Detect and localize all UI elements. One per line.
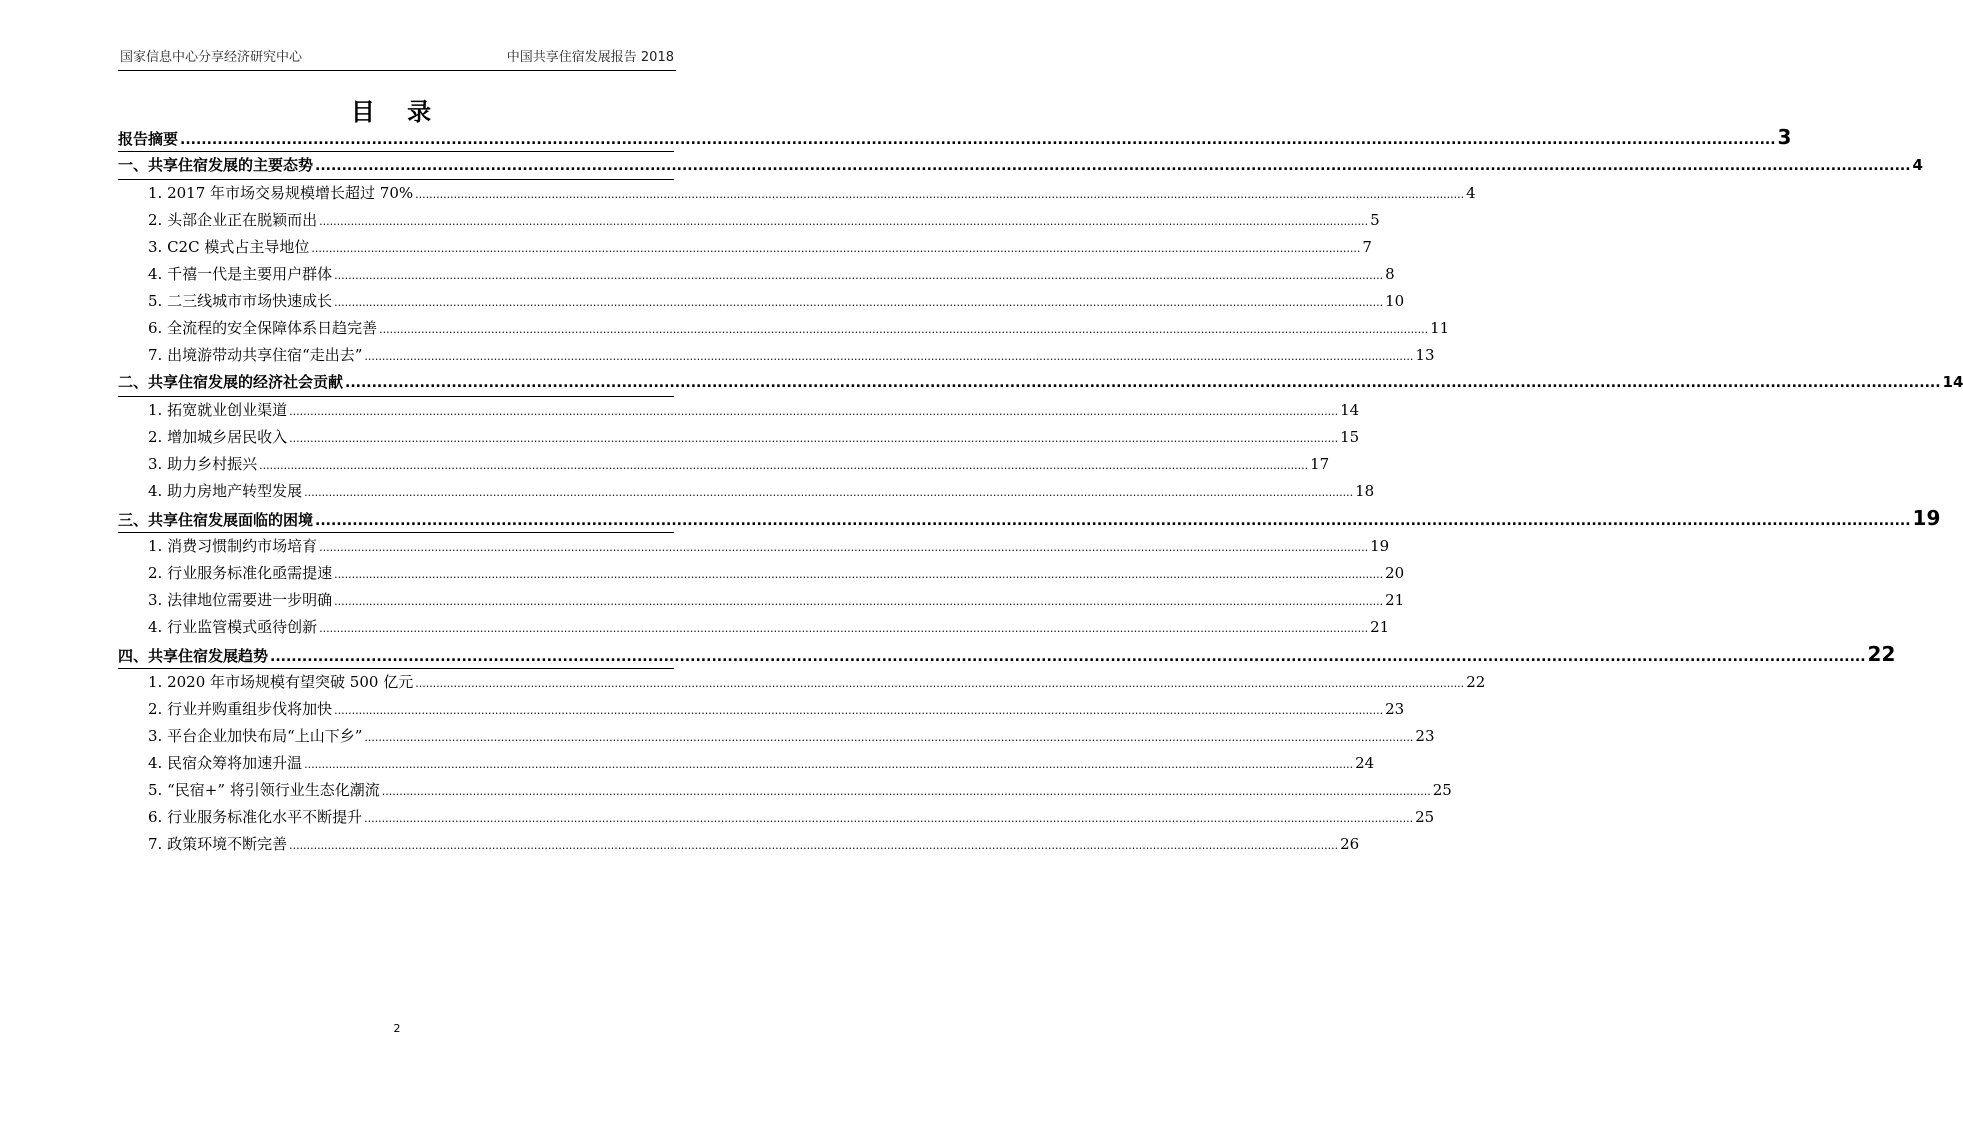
toc-dot-leader: ............................................................................................................................................................................................................................................................................................................ (319, 622, 1369, 635)
toc-dot-leader: ............................................................................................................................................................................................................................................................................................................ (289, 405, 1339, 418)
toc-section-entry[interactable] (118, 451, 1330, 478)
toc-entry-page: 22 (1466, 673, 1486, 691)
toc-dot-leader: ............................................................................................................................................................................................................................................................................................................ (334, 568, 1384, 581)
toc-title: 目 录 (350, 98, 444, 126)
toc-entry-label: 3. C2C 模式占主导地位 (148, 238, 310, 256)
toc-dot-leader: ............................................................................................................................................................................................................................................................................................................ (319, 541, 1369, 554)
toc-dot-leader: ............................................................................................................................................................................................................................................................................................................ (334, 704, 1384, 717)
toc-entry-label: 1. 拓宽就业创业渠道 (148, 401, 288, 419)
toc-dot-leader: ............................................................................................................................................................................................................................................................................................................ (345, 375, 1941, 391)
toc-chapter-entry[interactable] (118, 369, 1963, 397)
toc-entry-label: 1. 2017 年市场交易规模增长超过 70% (148, 184, 414, 202)
toc-dot-leader: ............................................................................................................................................................................................................................................................................................................ (259, 459, 1309, 472)
toc-dot-leader: ............................................................................................................................................................................................................................................................................................................ (180, 132, 1776, 148)
toc-entry-page: 22 (1867, 642, 1896, 666)
toc-dot-leader: ............................................................................................................................................................................................................................................................................................................ (289, 432, 1339, 445)
toc-entry-label: 1. 2020 年市场规模有望突破 500 亿元 (148, 673, 414, 691)
toc-entry-label: 二、共享住宿发展的经济社会贡献 (118, 373, 344, 391)
toc-section-entry[interactable] (118, 261, 1395, 288)
toc-section-entry[interactable] (118, 533, 1390, 560)
toc-entry-label: 3. 助力乡村振兴 (148, 455, 258, 473)
toc-entry-label: 3. 平台企业加快布局“上山下乡” (148, 727, 363, 745)
toc-section-entry[interactable] (118, 397, 1360, 424)
toc-entry-page: 13 (1415, 346, 1435, 364)
toc-section-entry[interactable] (118, 669, 1486, 696)
toc-section-entry[interactable] (118, 288, 1405, 315)
toc-entry-page: 4 (1912, 156, 1923, 174)
toc-chapter-entry[interactable] (118, 641, 1896, 669)
page-number: 2 (393, 1022, 401, 1035)
toc-dot-leader: ............................................................................................................................................................................................................................................................................................................ (289, 839, 1339, 852)
toc-chapter-entry[interactable] (118, 505, 1941, 533)
toc-chapter-entry[interactable] (118, 152, 1923, 180)
toc-section-entry[interactable] (118, 723, 1435, 750)
toc-entry-page: 24 (1355, 754, 1375, 772)
toc-entry-page: 10 (1385, 292, 1405, 310)
toc-dot-leader: ............................................................................................................................................................................................................................................................................................................ (304, 486, 1354, 499)
toc-entry-page: 11 (1430, 319, 1450, 337)
toc-entry-page: 23 (1385, 700, 1405, 718)
toc-entry-label: 一、共享住宿发展的主要态势 (118, 156, 314, 174)
toc-dot-leader: ............................................................................................................................................................................................................................................................................................................ (319, 215, 1369, 228)
toc-entry-page: 21 (1385, 591, 1405, 609)
page-header-right: 中国共享住宿发展报告 2018 (506, 50, 674, 65)
toc-section-entry[interactable] (118, 614, 1390, 641)
toc-dot-leader: ............................................................................................................................................................................................................................................................................................................ (334, 296, 1384, 309)
toc-section-entry[interactable] (118, 696, 1405, 723)
toc-chapter-entry[interactable] (118, 124, 1792, 152)
toc-entry-page: 19 (1370, 537, 1390, 555)
toc-entry-page: 23 (1415, 727, 1435, 745)
toc-section-entry[interactable] (118, 342, 1435, 369)
toc-dot-leader: ............................................................................................................................................................................................................................................................................................................ (315, 158, 1911, 174)
toc-section-entry[interactable] (118, 315, 1450, 342)
toc-entry-page: 4 (1466, 184, 1476, 202)
toc-entry-label: 4. 民宿众筹将加速升温 (148, 754, 303, 772)
toc-section-entry[interactable] (118, 424, 1360, 451)
toc-entry-page: 5 (1370, 211, 1380, 229)
toc-entry-label: 4. 行业监管模式亟待创新 (148, 618, 318, 636)
toc-entry-label: 3. 法律地位需要进一步明确 (148, 591, 333, 609)
toc-dot-leader: ............................................................................................................................................................................................................................................................................................................ (379, 323, 1429, 336)
toc-dot-leader: ............................................................................................................................................................................................................................................................................................................ (334, 269, 1384, 282)
toc-entry-page: 8 (1385, 265, 1395, 283)
toc-dot-leader: ............................................................................................................................................................................................................................................................................................................ (334, 595, 1384, 608)
toc-entry-page: 17 (1310, 455, 1330, 473)
toc-entry-label: 5. “民宿+” 将引领行业生态化潮流 (148, 781, 380, 799)
toc-section-entry[interactable] (118, 207, 1380, 234)
toc-section-entry[interactable] (118, 831, 1360, 858)
toc-dot-leader: ............................................................................................................................................................................................................................................................................................................ (311, 242, 1361, 255)
toc-entry-label: 7. 出境游带动共享住宿“走出去” (148, 346, 363, 364)
toc-entry-page: 14 (1340, 401, 1360, 419)
toc-section-entry[interactable] (118, 234, 1372, 261)
toc-dot-leader: ............................................................................................................................................................................................................................................................................................................ (364, 731, 1414, 744)
toc-entry-page: 15 (1340, 428, 1360, 446)
toc-entry-label: 2. 头部企业正在脱颖而出 (148, 211, 318, 229)
toc-section-entry[interactable] (118, 804, 1435, 831)
toc-entry-page: 14 (1942, 373, 1963, 391)
toc-dot-leader: ............................................................................................................................................................................................................................................................................................................ (270, 649, 1866, 665)
toc-entry-page: 20 (1385, 564, 1405, 582)
page-header-left: 国家信息中心分享经济研究中心 (120, 50, 303, 65)
toc-entry-label: 四、共享住宿发展趋势 (118, 647, 269, 665)
toc-section-entry[interactable] (118, 750, 1375, 777)
toc-entry-label: 2. 增加城乡居民收入 (148, 428, 288, 446)
toc-section-entry[interactable] (118, 180, 1476, 207)
toc-entry-label: 5. 二三线城市市场快速成长 (148, 292, 333, 310)
toc-dot-leader: ............................................................................................................................................................................................................................................................................................................ (304, 758, 1354, 771)
toc-entry-label: 4. 助力房地产转型发展 (148, 482, 303, 500)
toc-dot-leader: ............................................................................................................................................................................................................................................................................................................ (415, 677, 1465, 690)
toc-entry-label: 6. 行业服务标准化水平不断提升 (148, 808, 363, 826)
toc-entry-page: 26 (1340, 835, 1360, 853)
toc-section-entry[interactable] (118, 478, 1375, 505)
toc-entry-page: 19 (1912, 506, 1941, 530)
toc-dot-leader: ............................................................................................................................................................................................................................................................................................................ (364, 350, 1414, 363)
toc-entry-page: 21 (1370, 618, 1390, 636)
toc-entry-label: 2. 行业服务标准化亟需提速 (148, 564, 333, 582)
toc-entry-page: 25 (1415, 808, 1435, 826)
toc-entry-page: 7 (1362, 238, 1372, 256)
toc-section-entry[interactable] (118, 560, 1405, 587)
toc-entry-page: 3 (1777, 125, 1792, 149)
toc-dot-leader: ............................................................................................................................................................................................................................................................................................................ (364, 812, 1414, 825)
table-of-contents (118, 124, 1963, 858)
toc-entry-label: 6. 全流程的安全保障体系日趋完善 (148, 319, 378, 337)
toc-entry-label: 三、共享住宿发展面临的困境 (118, 511, 314, 529)
toc-section-entry[interactable] (118, 777, 1452, 804)
toc-dot-leader: ............................................................................................................................................................................................................................................................................................................ (415, 188, 1465, 201)
toc-entry-label: 2. 行业并购重组步伐将加快 (148, 700, 333, 718)
toc-entry-page: 18 (1355, 482, 1375, 500)
toc-entry-label: 1. 消费习惯制约市场培育 (148, 537, 318, 555)
toc-entry-label: 7. 政策环境不断完善 (148, 835, 288, 853)
toc-dot-leader: ............................................................................................................................................................................................................................................................................................................ (381, 785, 1431, 798)
toc-section-entry[interactable] (118, 587, 1405, 614)
toc-entry-label: 报告摘要 (118, 130, 179, 148)
header-rule (118, 70, 676, 71)
toc-entry-label: 4. 千禧一代是主要用户群体 (148, 265, 333, 283)
toc-dot-leader: ............................................................................................................................................................................................................................................................................................................ (315, 513, 1911, 529)
toc-entry-page: 25 (1432, 781, 1452, 799)
